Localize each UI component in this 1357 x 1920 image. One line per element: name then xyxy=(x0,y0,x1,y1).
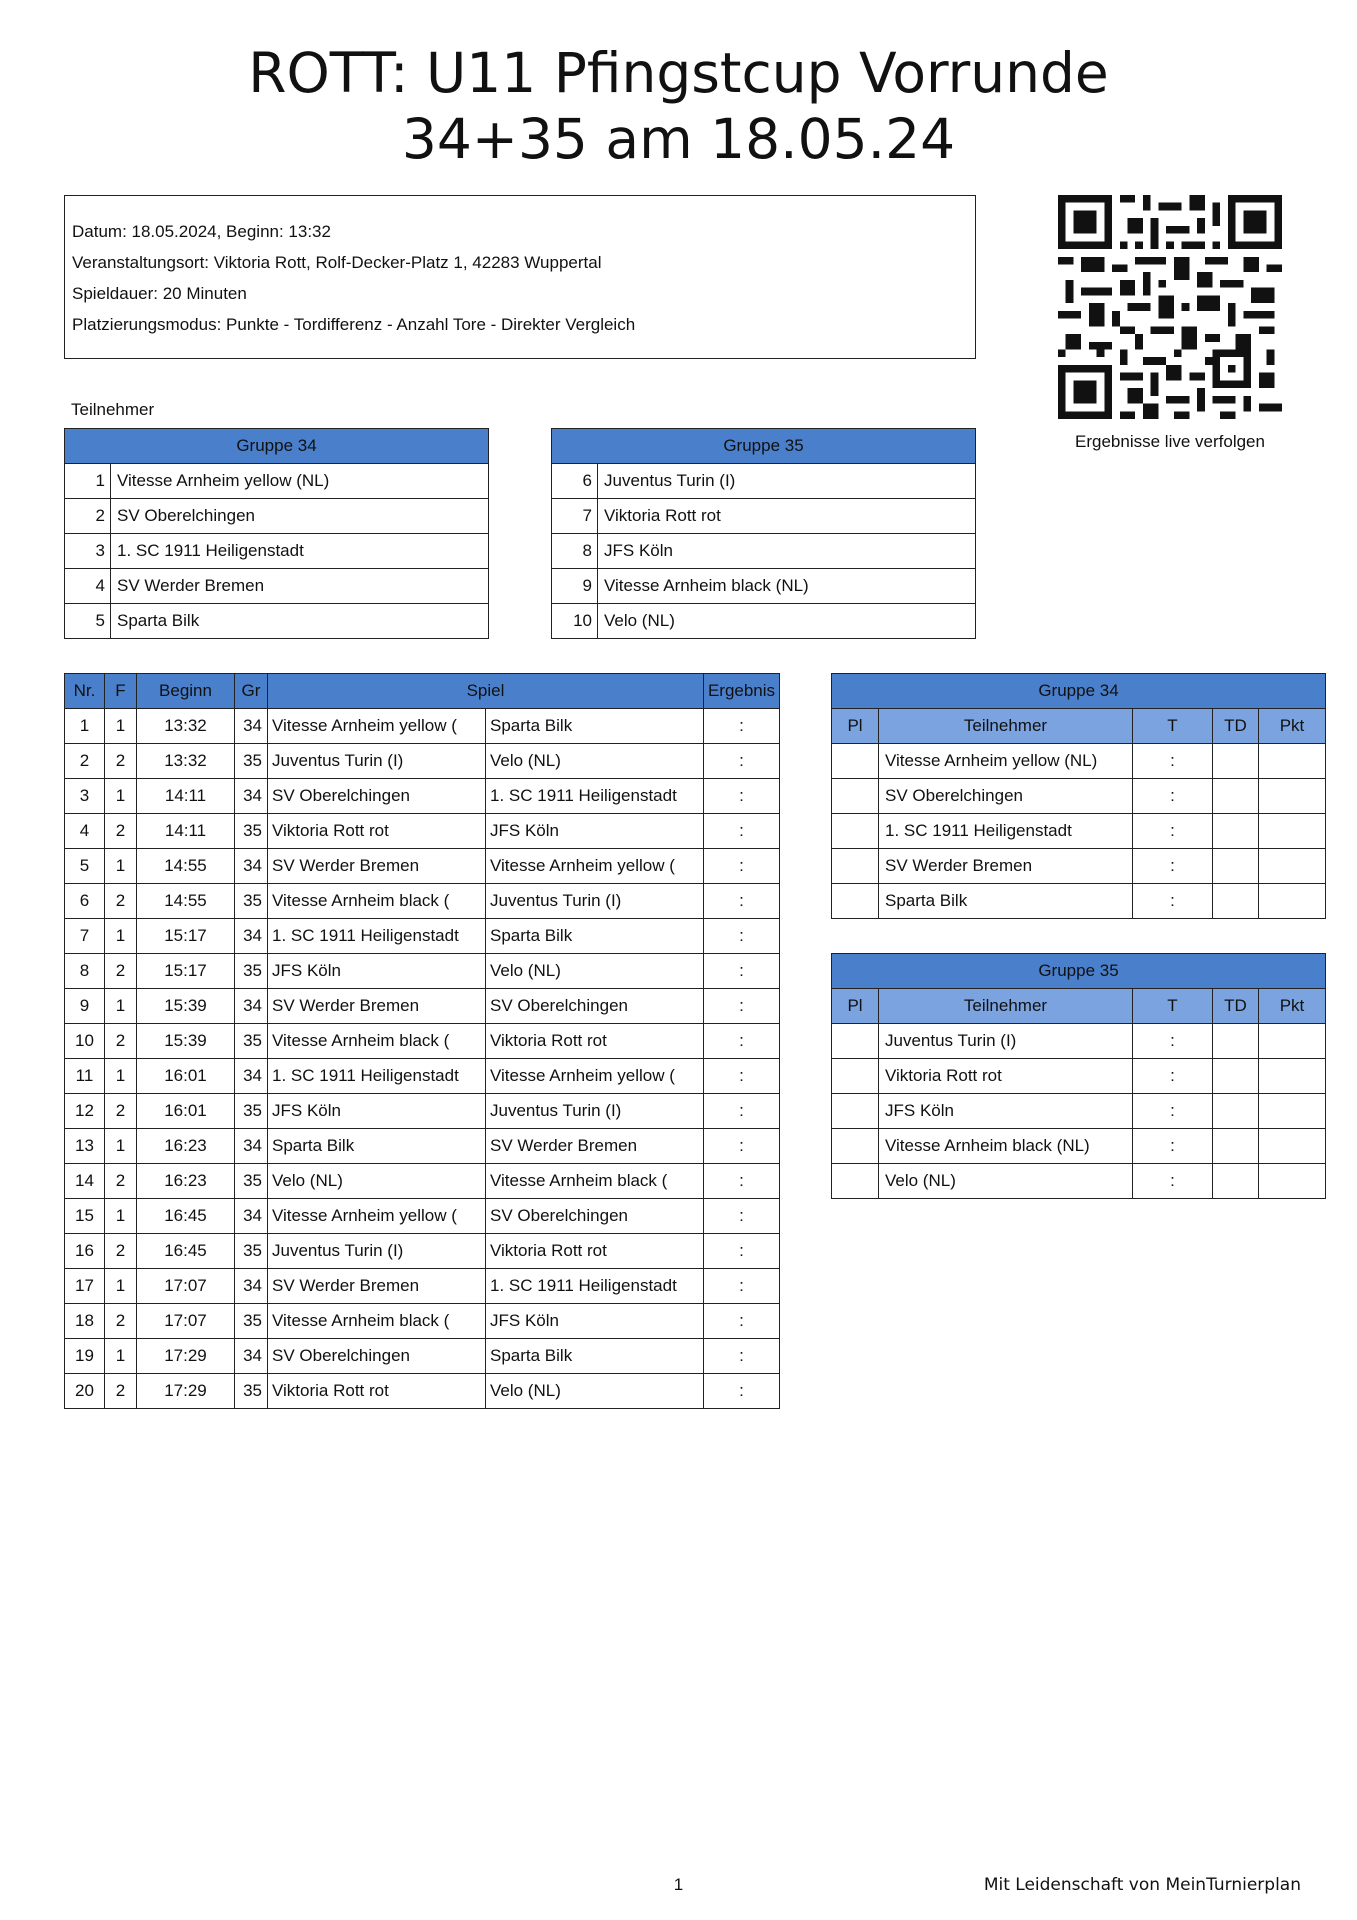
match-group: 35 xyxy=(235,954,268,989)
standing-team: 1. SC 1911 Heiligenstadt xyxy=(879,814,1133,849)
info-modus: Platzierungsmodus: Punkte - Tordifferenz - Anzahl Tore - Direkter Vergleich xyxy=(72,315,636,334)
team-row xyxy=(65,464,489,499)
match-time: 16:01 xyxy=(137,1094,235,1129)
standing-place xyxy=(832,814,879,849)
match-result: : xyxy=(704,1269,780,1304)
standings-row xyxy=(832,884,1326,919)
teilnehmer-label: Teilnehmer xyxy=(71,400,155,419)
standing-goal-diff xyxy=(1213,849,1259,884)
match-result: : xyxy=(704,884,780,919)
match-nr: 8 xyxy=(65,954,105,989)
standings-row xyxy=(832,744,1326,779)
match-time: 17:29 xyxy=(137,1374,235,1409)
match-field: 1 xyxy=(105,919,137,954)
match-row xyxy=(65,884,780,919)
match-away-team: Vitesse Arnheim yellow ( xyxy=(486,1059,704,1094)
match-away-team: 1. SC 1911 Heiligenstadt xyxy=(486,779,704,814)
match-field: 1 xyxy=(105,849,137,884)
standing-goal-diff xyxy=(1213,744,1259,779)
team-row xyxy=(552,569,976,604)
standing-goals: : xyxy=(1133,1094,1213,1129)
standings-row xyxy=(832,1164,1326,1199)
standing-team: Viktoria Rott rot xyxy=(879,1059,1133,1094)
match-row xyxy=(65,1059,780,1094)
match-field: 2 xyxy=(105,884,137,919)
team-number: 8 xyxy=(552,534,598,569)
match-nr: 20 xyxy=(65,1374,105,1409)
team-number: 7 xyxy=(552,499,598,534)
standing-place xyxy=(832,1164,879,1199)
match-nr: 2 xyxy=(65,744,105,779)
match-row xyxy=(65,1269,780,1304)
match-time: 14:55 xyxy=(137,849,235,884)
standings-35-title: Gruppe 35 xyxy=(832,954,1326,989)
col-beginn: Beginn xyxy=(137,674,235,709)
match-home-team: SV Werder Bremen xyxy=(268,989,486,1024)
team-name: Velo (NL) xyxy=(598,604,976,639)
match-home-team: Juventus Turin (I) xyxy=(268,1234,486,1269)
match-away-team: JFS Köln xyxy=(486,814,704,849)
match-result: : xyxy=(704,1339,780,1374)
match-result: : xyxy=(704,954,780,989)
match-away-team: Juventus Turin (I) xyxy=(486,884,704,919)
col-ergebnis: Ergebnis xyxy=(704,674,780,709)
match-row xyxy=(65,849,780,884)
match-result: : xyxy=(704,1094,780,1129)
match-group: 34 xyxy=(235,1059,268,1094)
standing-points xyxy=(1259,884,1326,919)
match-group: 35 xyxy=(235,1024,268,1059)
standing-team: JFS Köln xyxy=(879,1094,1133,1129)
match-time: 17:07 xyxy=(137,1304,235,1339)
col-teilnehmer: Teilnehmer xyxy=(879,989,1133,1024)
match-row xyxy=(65,744,780,779)
match-time: 17:29 xyxy=(137,1339,235,1374)
team-name: 1. SC 1911 Heiligenstadt xyxy=(111,534,489,569)
match-field: 2 xyxy=(105,954,137,989)
match-row xyxy=(65,1304,780,1339)
match-row xyxy=(65,1129,780,1164)
match-result: : xyxy=(704,1059,780,1094)
match-group: 34 xyxy=(235,1339,268,1374)
team-row xyxy=(65,604,489,639)
match-row xyxy=(65,1094,780,1129)
match-result: : xyxy=(704,709,780,744)
standing-points xyxy=(1259,1164,1326,1199)
match-away-team: Viktoria Rott rot xyxy=(486,1234,704,1269)
match-time: 16:45 xyxy=(137,1234,235,1269)
match-time: 16:23 xyxy=(137,1129,235,1164)
match-nr: 11 xyxy=(65,1059,105,1094)
match-row xyxy=(65,989,780,1024)
match-group: 35 xyxy=(235,1094,268,1129)
col-pl: Pl xyxy=(832,709,879,744)
match-group: 35 xyxy=(235,884,268,919)
col-t: T xyxy=(1133,709,1213,744)
match-home-team: SV Oberelchingen xyxy=(268,779,486,814)
match-home-team: SV Werder Bremen xyxy=(268,849,486,884)
match-result: : xyxy=(704,919,780,954)
title-line-1: ROTT: U11 Pfingstcup Vorrunde xyxy=(248,41,1109,105)
team-row xyxy=(552,604,976,639)
match-home-team: 1. SC 1911 Heiligenstadt xyxy=(268,1059,486,1094)
match-nr: 1 xyxy=(65,709,105,744)
standings-row xyxy=(832,1094,1326,1129)
col-spiel: Spiel xyxy=(268,674,704,709)
match-row xyxy=(65,1234,780,1269)
match-away-team: 1. SC 1911 Heiligenstadt xyxy=(486,1269,704,1304)
match-time: 16:01 xyxy=(137,1059,235,1094)
match-away-team: JFS Köln xyxy=(486,1304,704,1339)
match-row xyxy=(65,1024,780,1059)
match-group: 34 xyxy=(235,989,268,1024)
match-away-team: Vitesse Arnheim yellow ( xyxy=(486,849,704,884)
standing-goal-diff xyxy=(1213,884,1259,919)
match-home-team: SV Werder Bremen xyxy=(268,1269,486,1304)
match-row xyxy=(65,814,780,849)
match-field: 1 xyxy=(105,1339,137,1374)
standing-place xyxy=(832,779,879,814)
match-nr: 12 xyxy=(65,1094,105,1129)
match-group: 35 xyxy=(235,814,268,849)
qr-code-icon[interactable] xyxy=(1058,195,1282,419)
standing-points xyxy=(1259,744,1326,779)
match-away-team: Juventus Turin (I) xyxy=(486,1094,704,1129)
match-field: 1 xyxy=(105,779,137,814)
title-line-2: 34+35 am 18.05.24 xyxy=(401,107,956,171)
match-home-team: Vitesse Arnheim black ( xyxy=(268,1304,486,1339)
standing-place xyxy=(832,744,879,779)
standing-place xyxy=(832,1094,879,1129)
standing-place xyxy=(832,849,879,884)
match-away-team: SV Oberelchingen xyxy=(486,1199,704,1234)
match-field: 1 xyxy=(105,1059,137,1094)
match-result: : xyxy=(704,1234,780,1269)
match-row xyxy=(65,1164,780,1199)
match-nr: 6 xyxy=(65,884,105,919)
match-field: 2 xyxy=(105,1094,137,1129)
team-row xyxy=(65,534,489,569)
standing-goal-diff xyxy=(1213,814,1259,849)
team-name: Vitesse Arnheim black (NL) xyxy=(598,569,976,604)
match-time: 14:55 xyxy=(137,884,235,919)
match-away-team: Velo (NL) xyxy=(486,1374,704,1409)
col-f: F xyxy=(105,674,137,709)
standing-points xyxy=(1259,1024,1326,1059)
standing-points xyxy=(1259,1094,1326,1129)
standing-team: Vitesse Arnheim black (NL) xyxy=(879,1129,1133,1164)
match-time: 15:39 xyxy=(137,989,235,1024)
standing-goal-diff xyxy=(1213,1059,1259,1094)
match-result: : xyxy=(704,814,780,849)
match-group: 35 xyxy=(235,1304,268,1339)
match-result: : xyxy=(704,1199,780,1234)
standing-points xyxy=(1259,849,1326,884)
standings-row xyxy=(832,779,1326,814)
match-nr: 18 xyxy=(65,1304,105,1339)
standing-goals: : xyxy=(1133,1059,1213,1094)
schedule-table xyxy=(64,673,780,1409)
match-nr: 7 xyxy=(65,919,105,954)
match-home-team: Viktoria Rott rot xyxy=(268,1374,486,1409)
match-result: : xyxy=(704,1164,780,1199)
team-row xyxy=(552,499,976,534)
standing-goals: : xyxy=(1133,849,1213,884)
match-time: 17:07 xyxy=(137,1269,235,1304)
match-home-team: Vitesse Arnheim yellow ( xyxy=(268,1199,486,1234)
match-time: 14:11 xyxy=(137,814,235,849)
standing-place xyxy=(832,884,879,919)
match-nr: 16 xyxy=(65,1234,105,1269)
match-group: 34 xyxy=(235,849,268,884)
match-away-team: Vitesse Arnheim black ( xyxy=(486,1164,704,1199)
standing-team: SV Werder Bremen xyxy=(879,849,1133,884)
standing-goals: : xyxy=(1133,1129,1213,1164)
standing-goal-diff xyxy=(1213,779,1259,814)
match-nr: 10 xyxy=(65,1024,105,1059)
match-home-team: Juventus Turin (I) xyxy=(268,744,486,779)
match-away-team: Sparta Bilk xyxy=(486,1339,704,1374)
standing-place xyxy=(832,1059,879,1094)
match-away-team: Viktoria Rott rot xyxy=(486,1024,704,1059)
match-result: : xyxy=(704,989,780,1024)
match-home-team: Viktoria Rott rot xyxy=(268,814,486,849)
standing-goals: : xyxy=(1133,884,1213,919)
match-result: : xyxy=(704,1374,780,1409)
standing-team: Juventus Turin (I) xyxy=(879,1024,1133,1059)
match-away-team: SV Werder Bremen xyxy=(486,1129,704,1164)
match-result: : xyxy=(704,1304,780,1339)
match-nr: 3 xyxy=(65,779,105,814)
match-field: 2 xyxy=(105,814,137,849)
match-row xyxy=(65,1374,780,1409)
info-ort: Veranstaltungsort: Viktoria Rott, Rolf-Decker-Platz 1, 42283 Wuppertal xyxy=(72,253,602,272)
match-away-team: SV Oberelchingen xyxy=(486,989,704,1024)
standings-34-title: Gruppe 34 xyxy=(832,674,1326,709)
match-group: 34 xyxy=(235,919,268,954)
info-datum: Datum: 18.05.2024, Beginn: 13:32 xyxy=(72,222,331,241)
team-number: 6 xyxy=(552,464,598,499)
match-time: 14:11 xyxy=(137,779,235,814)
match-home-team: JFS Köln xyxy=(268,1094,486,1129)
team-number: 4 xyxy=(65,569,111,604)
col-t: T xyxy=(1133,989,1213,1024)
match-row xyxy=(65,1339,780,1374)
team-name: SV Oberelchingen xyxy=(111,499,489,534)
page-number: 1 xyxy=(673,1875,684,1894)
match-nr: 9 xyxy=(65,989,105,1024)
match-field: 1 xyxy=(105,709,137,744)
match-away-team: Velo (NL) xyxy=(486,954,704,989)
match-nr: 14 xyxy=(65,1164,105,1199)
group-34-title: Gruppe 34 xyxy=(65,429,489,464)
standing-place xyxy=(832,1129,879,1164)
team-name: Juventus Turin (I) xyxy=(598,464,976,499)
match-nr: 17 xyxy=(65,1269,105,1304)
match-row xyxy=(65,709,780,744)
info-dauer: Spieldauer: 20 Minuten xyxy=(72,284,247,303)
team-row xyxy=(552,534,976,569)
standings-row xyxy=(832,1024,1326,1059)
standings-34-table xyxy=(831,673,1326,919)
match-home-team: Vitesse Arnheim yellow ( xyxy=(268,709,486,744)
match-time: 13:32 xyxy=(137,744,235,779)
group-35-table xyxy=(551,428,976,639)
standings-row xyxy=(832,1129,1326,1164)
team-row xyxy=(65,569,489,604)
match-time: 15:17 xyxy=(137,919,235,954)
match-away-team: Sparta Bilk xyxy=(486,919,704,954)
match-field: 1 xyxy=(105,1199,137,1234)
standing-goals: : xyxy=(1133,744,1213,779)
col-pkt: Pkt xyxy=(1259,989,1326,1024)
standings-35-table xyxy=(831,953,1326,1199)
col-td: TD xyxy=(1213,709,1259,744)
match-home-team: Velo (NL) xyxy=(268,1164,486,1199)
match-time: 13:32 xyxy=(137,709,235,744)
match-time: 16:23 xyxy=(137,1164,235,1199)
standing-goal-diff xyxy=(1213,1129,1259,1164)
col-nr: Nr. xyxy=(65,674,105,709)
standing-team: SV Oberelchingen xyxy=(879,779,1133,814)
col-gr: Gr xyxy=(235,674,268,709)
match-field: 2 xyxy=(105,1304,137,1339)
team-name: Viktoria Rott rot xyxy=(598,499,976,534)
match-field: 2 xyxy=(105,744,137,779)
team-name: SV Werder Bremen xyxy=(111,569,489,604)
match-time: 16:45 xyxy=(137,1199,235,1234)
standing-team: Velo (NL) xyxy=(879,1164,1133,1199)
team-number: 5 xyxy=(65,604,111,639)
match-field: 2 xyxy=(105,1234,137,1269)
team-number: 10 xyxy=(552,604,598,639)
group-34-table xyxy=(64,428,489,639)
match-nr: 15 xyxy=(65,1199,105,1234)
match-field: 1 xyxy=(105,989,137,1024)
standings-row xyxy=(832,814,1326,849)
standing-team: Vitesse Arnheim yellow (NL) xyxy=(879,744,1133,779)
standing-points xyxy=(1259,1129,1326,1164)
match-row xyxy=(65,954,780,989)
match-home-team: JFS Köln xyxy=(268,954,486,989)
standing-goals: : xyxy=(1133,1024,1213,1059)
standing-goals: : xyxy=(1133,779,1213,814)
team-name: Vitesse Arnheim yellow (NL) xyxy=(111,464,489,499)
standing-goal-diff xyxy=(1213,1024,1259,1059)
standings-row xyxy=(832,1059,1326,1094)
match-result: : xyxy=(704,1129,780,1164)
standing-points xyxy=(1259,779,1326,814)
match-nr: 13 xyxy=(65,1129,105,1164)
match-group: 35 xyxy=(235,1374,268,1409)
match-time: 15:39 xyxy=(137,1024,235,1059)
col-td: TD xyxy=(1213,989,1259,1024)
match-group: 35 xyxy=(235,1234,268,1269)
standing-goal-diff xyxy=(1213,1094,1259,1129)
match-away-team: Velo (NL) xyxy=(486,744,704,779)
match-field: 1 xyxy=(105,1129,137,1164)
tournament-info-box xyxy=(64,195,976,359)
match-result: : xyxy=(704,744,780,779)
match-nr: 4 xyxy=(65,814,105,849)
team-number: 9 xyxy=(552,569,598,604)
match-home-team: SV Oberelchingen xyxy=(268,1339,486,1374)
group-35-title: Gruppe 35 xyxy=(552,429,976,464)
standing-goals: : xyxy=(1133,814,1213,849)
match-nr: 19 xyxy=(65,1339,105,1374)
match-home-team: 1. SC 1911 Heiligenstadt xyxy=(268,919,486,954)
match-home-team: Vitesse Arnheim black ( xyxy=(268,884,486,919)
standing-points xyxy=(1259,814,1326,849)
match-row xyxy=(65,919,780,954)
match-group: 34 xyxy=(235,709,268,744)
standing-team: Sparta Bilk xyxy=(879,884,1133,919)
match-row xyxy=(65,779,780,814)
match-home-team: Sparta Bilk xyxy=(268,1129,486,1164)
standings-row xyxy=(832,849,1326,884)
match-field: 1 xyxy=(105,1269,137,1304)
team-number: 3 xyxy=(65,534,111,569)
team-number: 1 xyxy=(65,464,111,499)
match-field: 2 xyxy=(105,1164,137,1199)
col-pl: Pl xyxy=(832,989,879,1024)
match-group: 34 xyxy=(235,1129,268,1164)
standing-place xyxy=(832,1024,879,1059)
standing-goals: : xyxy=(1133,1164,1213,1199)
standing-points xyxy=(1259,1059,1326,1094)
team-name: JFS Köln xyxy=(598,534,976,569)
match-result: : xyxy=(704,1024,780,1059)
match-group: 35 xyxy=(235,744,268,779)
match-result: : xyxy=(704,849,780,884)
team-row xyxy=(65,499,489,534)
col-pkt: Pkt xyxy=(1259,709,1326,744)
match-group: 34 xyxy=(235,1269,268,1304)
standing-goal-diff xyxy=(1213,1164,1259,1199)
match-result: : xyxy=(704,779,780,814)
team-number: 2 xyxy=(65,499,111,534)
match-nr: 5 xyxy=(65,849,105,884)
match-group: 34 xyxy=(235,1199,268,1234)
col-teilnehmer: Teilnehmer xyxy=(879,709,1133,744)
match-field: 2 xyxy=(105,1374,137,1409)
match-time: 15:17 xyxy=(137,954,235,989)
team-row xyxy=(552,464,976,499)
team-name: Sparta Bilk xyxy=(111,604,489,639)
page-title xyxy=(0,40,1357,172)
match-away-team: Sparta Bilk xyxy=(486,709,704,744)
match-row xyxy=(65,1199,780,1234)
footer-credit: Mit Leidenschaft von MeinTurnierplan xyxy=(983,1875,1301,1895)
match-home-team: Vitesse Arnheim black ( xyxy=(268,1024,486,1059)
match-field: 2 xyxy=(105,1024,137,1059)
qr-caption: Ergebnisse live verfolgen xyxy=(1075,432,1265,451)
match-group: 34 xyxy=(235,779,268,814)
match-group: 35 xyxy=(235,1164,268,1199)
